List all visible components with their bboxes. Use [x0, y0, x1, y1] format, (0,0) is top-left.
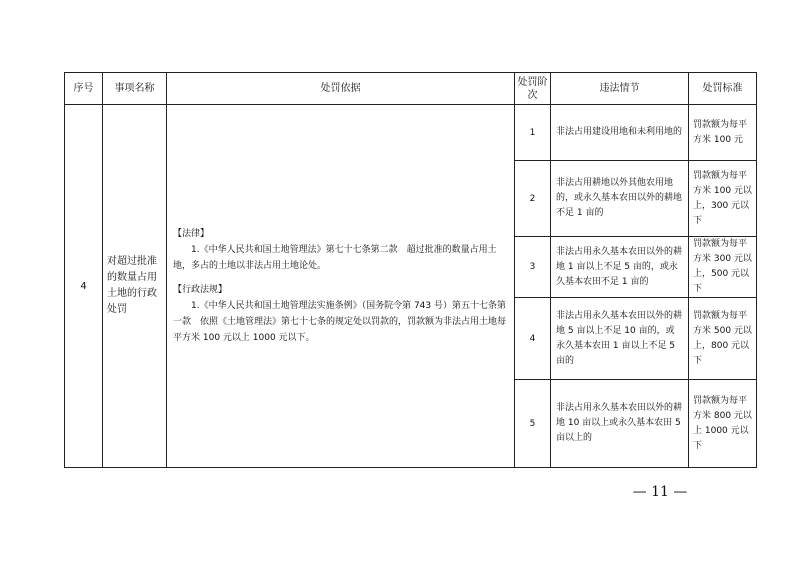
- law-heading: 【法律】: [173, 229, 210, 239]
- entry-item-name: 对超过批准的数量占用土地的行政处罚: [103, 105, 167, 468]
- penalty-table: [64, 72, 757, 468]
- regulation-text: 1.《中华人民共和国土地管理法实施条例》（国务院令第 743 号）第五十七条第一款 依照《土地管理法》第七十七条的规定处以罚款的，罚款额为非法占用土地每平方米 100 元以上 1000 元以下。: [173, 301, 507, 343]
- level-standard: 罚款额为每平方米 100 元以上，300 元以下: [689, 161, 757, 237]
- page-number: — 11 —: [632, 484, 688, 500]
- level-standard: 罚款额为每平方米 800 元以上 1000 元以下: [689, 380, 757, 468]
- level-circumstance: 非法占用永久基本农田以外的耕地 10 亩以上或永久基本农田 5 亩以上的: [551, 380, 689, 468]
- header-item-name: 事项名称: [103, 73, 167, 105]
- header-circumstance: 违法情节: [551, 73, 689, 105]
- header-level: 处罚阶次: [515, 73, 551, 105]
- entry-index: 4: [65, 105, 103, 468]
- entry-basis: [167, 105, 515, 468]
- level-number: 3: [515, 237, 551, 298]
- header-standard: 处罚标准: [689, 73, 757, 105]
- level-number: 4: [515, 298, 551, 380]
- level-number: 2: [515, 161, 551, 237]
- header-index: 序号: [65, 73, 103, 105]
- level-standard: 罚款额为每平方米 100 元: [689, 105, 757, 161]
- level-standard: 罚款额为每平方米 500 元以上，800 元以下: [689, 298, 757, 380]
- header-row: [65, 73, 757, 105]
- regulation-heading: 【行政法规】: [173, 285, 228, 295]
- level-standard: 罚款额为每平方米 300 元以上，500 元以下: [689, 237, 757, 298]
- level-number: 5: [515, 380, 551, 468]
- level-circumstance: 非法占用永久基本农田以外的耕地 1 亩以上不足 5 亩的，或永久基本农田不足 1 亩的: [551, 237, 689, 298]
- level-circumstance: 非法占用建设用地和未利用地的: [551, 105, 689, 161]
- level-number: 1: [515, 105, 551, 161]
- level-circumstance: 非法占用永久基本农田以外的耕地 5 亩以上不足 10 亩的，或永久基本农田 1 亩以上不足 5 亩的: [551, 298, 689, 380]
- level-circumstance: 非法占用耕地以外其他农用地的，或永久基本农田以外的耕地不足 1 亩的: [551, 161, 689, 237]
- header-basis: 处罚依据: [167, 73, 515, 105]
- law-text: 1.《中华人民共和国土地管理法》第七十七条第二款 超过批准的数量占用土地，多占的土地以非法占用土地论处。: [173, 245, 497, 271]
- table-row: [65, 105, 757, 161]
